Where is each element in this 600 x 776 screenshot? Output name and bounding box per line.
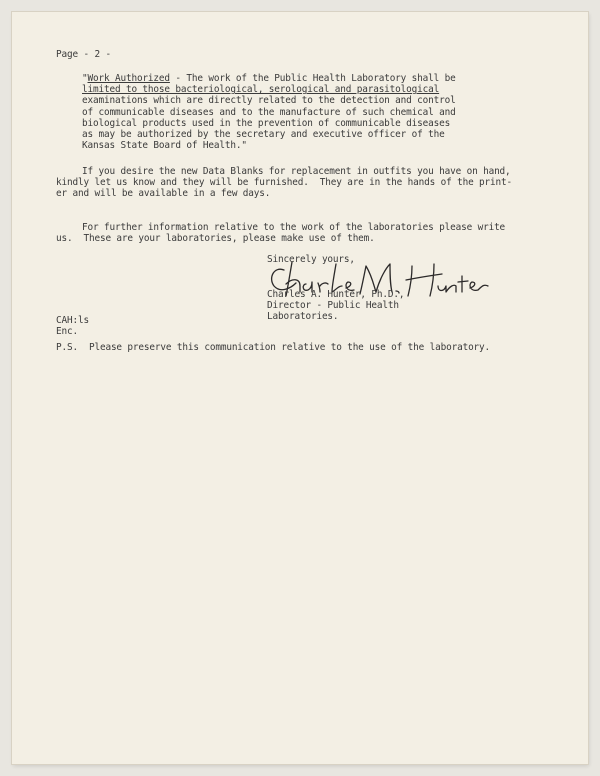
paragraph1-line-1: - The work of the Public Health Laboratory shall be — [169, 73, 456, 84]
enclosure-note: Enc. — [56, 326, 78, 338]
postscript: P.S. Please preserve this communication relative to the use of the laboratory. — [56, 342, 491, 353]
initials: CAH:ls — [56, 315, 89, 326]
paragraph1-line-2: limited to those bacteriological, serological and parasitological — [82, 84, 440, 96]
paragraph1-line-6: as may be authorized by the secretary and executive officer of the — [82, 129, 445, 141]
paragraph3-line-1: For further information relative to the work of the laboratories please write — [82, 222, 506, 233]
paragraph1-line-4: of communicable diseases and to the manufacture of such chemical and — [82, 106, 456, 118]
work-authorized-label: Work Authorized — [87, 73, 170, 84]
paragraph-further-information — [56, 222, 506, 245]
paragraph2-line-2: kindly let us know and they will be furnished. They are in the hands of the print- — [56, 177, 513, 189]
paragraph-data-blanks — [56, 166, 513, 200]
page-number: Page - 2 - — [56, 49, 111, 60]
signer-name: Charles A. Hunter, Ph.D., — [267, 289, 405, 300]
paragraph3-line-2: us. These are your laboratories, please make use of them. — [56, 233, 375, 245]
signer-block — [267, 289, 404, 323]
paragraph1-line-3: examinations which are directly related to the detection and control — [82, 95, 456, 107]
closing-line: Sincerely yours, — [267, 254, 355, 265]
paragraph1-line-5: biological products used in the prevention of communicable diseases — [82, 117, 451, 129]
signer-unit: Laboratories. — [267, 311, 339, 323]
paragraph2-line-1: If you desire the new Data Blanks for replacement in outfits you have on hand, — [82, 166, 511, 177]
paragraph-work-authorized — [82, 73, 456, 151]
signer-title: Director - Public Health — [267, 300, 399, 312]
reference-initials — [56, 315, 89, 337]
paragraph2-line-3: er and will be available in a few days. — [56, 188, 271, 200]
paragraph1-line-7: Kansas State Board of Health." — [82, 140, 247, 152]
quote-mark: " — [82, 73, 88, 84]
